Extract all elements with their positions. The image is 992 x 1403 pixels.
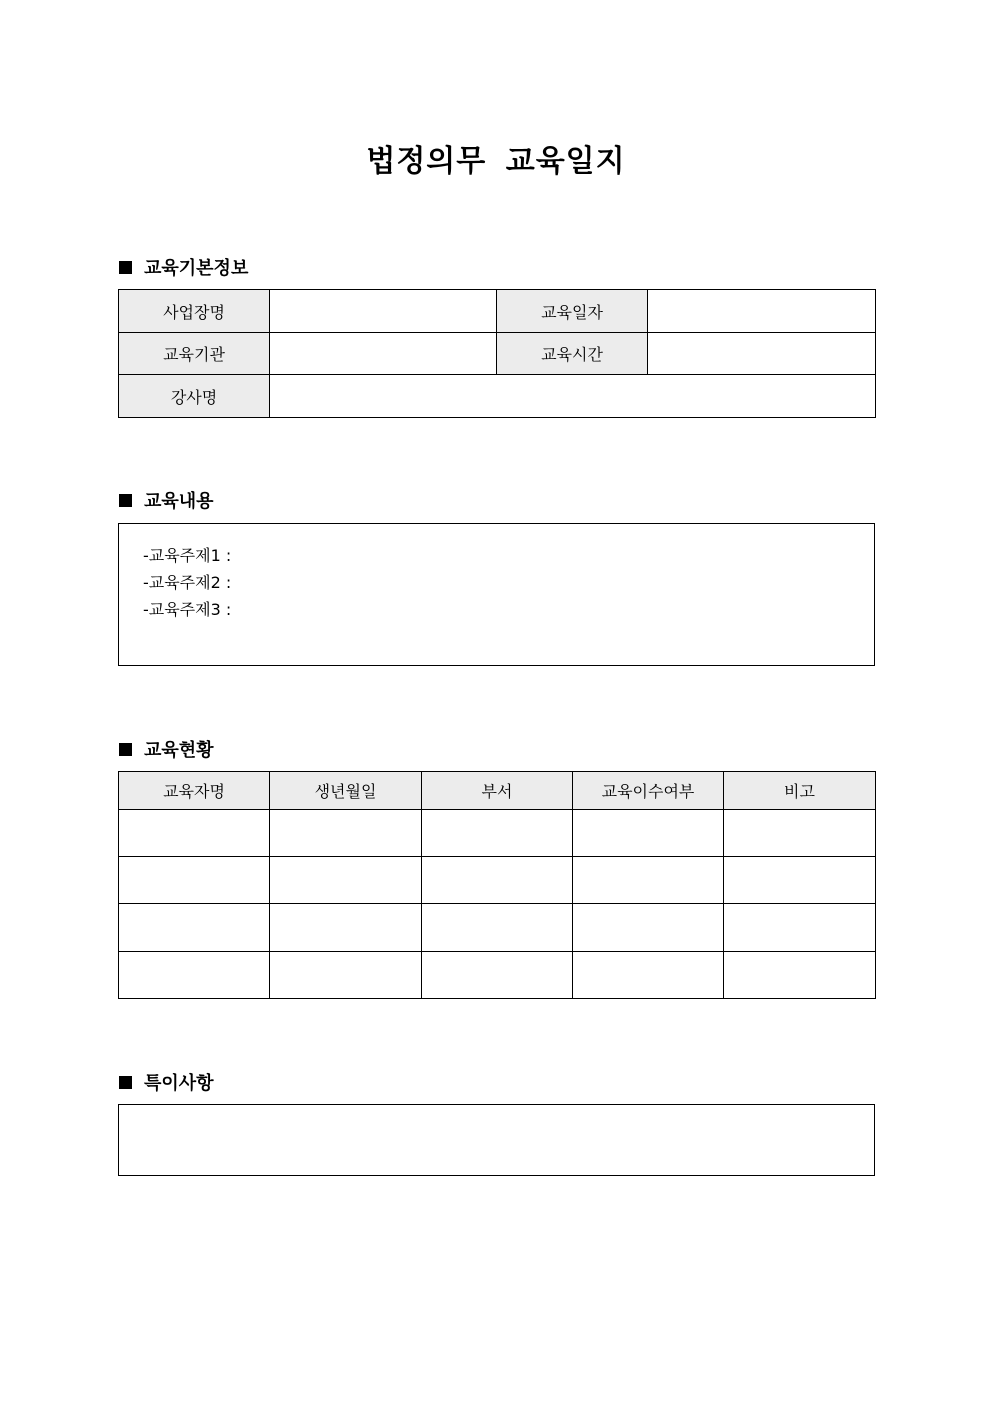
remarks-box[interactable] — [118, 1104, 875, 1176]
table-row — [119, 904, 876, 952]
table-cell[interactable] — [119, 904, 270, 952]
table-cell[interactable] — [724, 904, 876, 952]
table-cell[interactable] — [724, 857, 876, 904]
square-bullet-icon — [119, 1076, 132, 1089]
table-cell[interactable] — [270, 857, 422, 904]
workplace-label: 사업장명 — [119, 290, 270, 333]
square-bullet-icon — [119, 494, 132, 507]
table-cell[interactable] — [573, 810, 724, 857]
column-header-name: 교육자명 — [119, 772, 270, 810]
column-header-completion: 교육이수여부 — [573, 772, 724, 810]
table-cell[interactable] — [119, 952, 270, 999]
square-bullet-icon — [119, 261, 132, 274]
table-cell[interactable] — [724, 810, 876, 857]
workplace-field[interactable] — [270, 290, 497, 333]
table-cell[interactable] — [422, 904, 573, 952]
table-cell[interactable] — [422, 952, 573, 999]
table-cell[interactable] — [119, 810, 270, 857]
topic-list — [143, 542, 231, 623]
topic-line-2: -교육주제2 : — [143, 573, 232, 592]
date-field[interactable] — [648, 290, 876, 333]
topic-line-3: -교육주제3 : — [143, 600, 232, 619]
date-label: 교육일자 — [497, 290, 648, 333]
table-cell[interactable] — [119, 857, 270, 904]
section-heading-basic-info — [119, 254, 248, 280]
time-label: 교육시간 — [497, 333, 648, 375]
table-cell[interactable] — [573, 904, 724, 952]
column-header-note: 비고 — [724, 772, 876, 810]
section-heading-remarks — [119, 1069, 214, 1095]
topic-line-1: -교육주제1 : — [143, 546, 232, 565]
table-cell[interactable] — [270, 904, 422, 952]
instructor-label: 강사명 — [119, 375, 270, 418]
institution-field[interactable] — [270, 333, 497, 375]
table-cell[interactable] — [724, 952, 876, 999]
time-field[interactable] — [648, 333, 876, 375]
section-title: 교육내용 — [144, 491, 214, 512]
section-title: 특이사항 — [144, 1073, 214, 1094]
table-row — [119, 333, 876, 375]
table-row — [119, 952, 876, 999]
column-header-department: 부서 — [422, 772, 573, 810]
table-cell[interactable] — [422, 857, 573, 904]
square-bullet-icon — [119, 743, 132, 756]
instructor-field[interactable] — [270, 375, 876, 418]
column-header-birthdate: 생년월일 — [270, 772, 422, 810]
table-cell[interactable] — [270, 810, 422, 857]
section-heading-content — [119, 487, 214, 513]
section-heading-status — [119, 736, 214, 762]
table-row — [119, 375, 876, 418]
basic-info-table — [118, 289, 876, 418]
table-cell[interactable] — [270, 952, 422, 999]
table-row — [119, 810, 876, 857]
table-row — [119, 290, 876, 333]
page-title: 법정의무 교육일지 — [366, 144, 626, 179]
content-box[interactable] — [118, 523, 875, 666]
section-title: 교육현황 — [144, 740, 214, 761]
table-cell[interactable] — [573, 952, 724, 999]
table-row — [119, 857, 876, 904]
table-cell[interactable] — [422, 810, 573, 857]
section-title: 교육기본정보 — [144, 258, 249, 279]
institution-label: 교육기관 — [119, 333, 270, 375]
table-header-row — [119, 772, 876, 810]
status-table — [118, 771, 876, 999]
table-cell[interactable] — [573, 857, 724, 904]
